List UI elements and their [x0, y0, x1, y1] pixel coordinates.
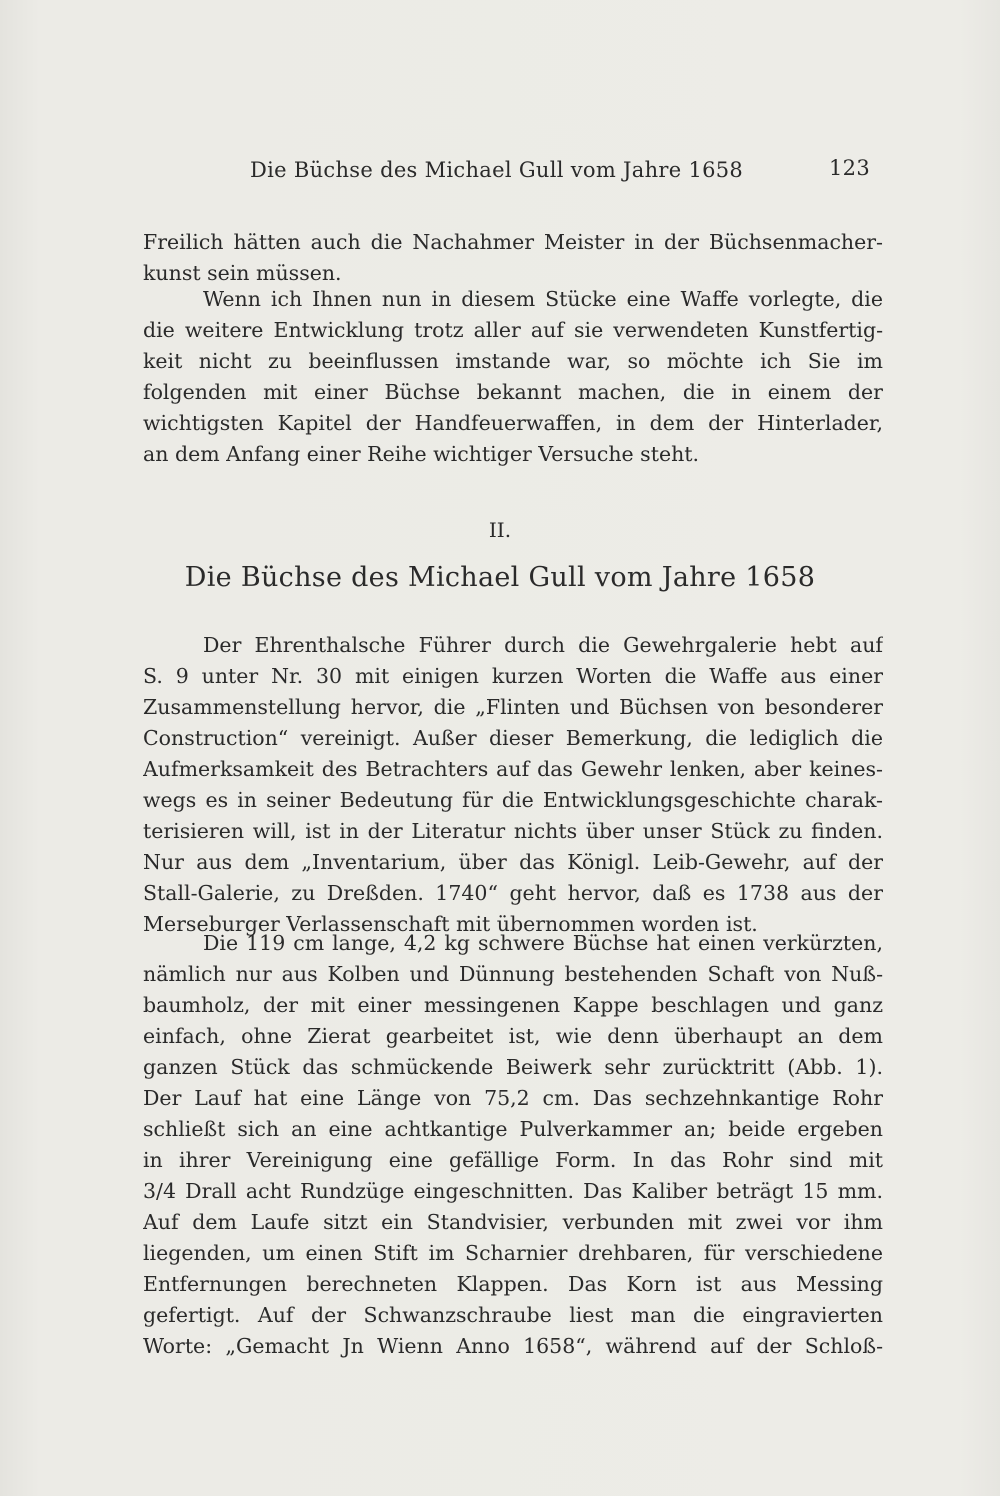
text-line: in ihrer Vereinigung eine gefällige Form. In das Rohr sind mit — [143, 1148, 883, 1172]
text-line: Nur aus dem „Inventarium, über das Königl. Leib-Gewehr, auf der — [143, 850, 883, 874]
text-line: kunst sein müssen. — [143, 261, 342, 285]
text-line: die weitere Entwicklung trotz aller auf sie verwendeten Kunstfertig- — [143, 318, 883, 342]
paragraph-2 — [143, 284, 883, 470]
text-line: Merseburger Verlassenschaft mit übernommen worden ist. — [143, 912, 758, 936]
text-line: wichtigsten Kapitel der Handfeuerwaffen, in dem der Hinterlader, — [143, 411, 883, 435]
text-line: 3/4 Drall acht Rundzüge eingeschnitten. Das Kaliber beträgt 15 mm. — [143, 1179, 883, 1203]
text-line: Stall-Galerie, zu Dreßden. 1740“ geht hervor, daß es 1738 aus der — [143, 881, 883, 905]
text-line: gefertigt. Auf der Schwanzschraube liest man die eingravierten — [143, 1303, 883, 1327]
section-title: Die Büchse des Michael Gull vom Jahre 1658 — [184, 562, 816, 593]
text-line: Aufmerksamkeit des Betrachters auf das Gewehr lenken, aber keines- — [143, 757, 883, 781]
text-line: Auf dem Laufe sitzt ein Standvisier, verbunden mit zwei vor ihm — [143, 1210, 883, 1234]
text-line: Wenn ich Ihnen nun in diesem Stücke eine Waffe vorlegte, die — [203, 287, 883, 311]
text-line: Der Ehrenthalsche Führer durch die Gewehrgalerie hebt auf — [203, 633, 883, 657]
text-line: ganzen Stück das schmückende Beiwerk sehr zurücktritt (Abb. 1). — [143, 1055, 883, 1079]
text-line: Worte: „Gemacht Jn Wienn Anno 1658“, während auf der Schloß- — [143, 1334, 883, 1358]
text-line: Zusammenstellung hervor, die „Flinten und Büchsen von besonderer — [143, 695, 883, 719]
text-line: nämlich nur aus Kolben und Dünnung bestehenden Schaft von Nuß- — [143, 962, 883, 986]
text-line: Construction“ vereinigt. Außer dieser Bemerkung, die lediglich die — [143, 726, 883, 750]
text-line: an dem Anfang einer Reihe wichtiger Versuche steht. — [143, 442, 700, 466]
text-line: keit nicht zu beeinflussen imstande war, so möchte ich Sie im — [143, 349, 883, 373]
section-number: II. — [488, 518, 512, 542]
text-line: einfach, ohne Zierat gearbeitet ist, wie denn überhaupt an dem — [143, 1024, 883, 1048]
text-line: baumholz, der mit einer messingenen Kappe beschlagen und ganz — [143, 993, 883, 1017]
paragraph-4 — [143, 928, 883, 1362]
running-head — [250, 158, 870, 188]
paragraph-3 — [143, 630, 883, 940]
text-line: Freilich hätten auch die Nachahmer Meister in der Büchsenmacher- — [143, 230, 883, 254]
text-line: folgenden mit einer Büchse bekannt machen, die in einem der — [143, 380, 883, 404]
text-line: wegs es in seiner Bedeutung für die Entwicklungsgeschichte charak- — [143, 788, 883, 812]
paragraph-1 — [143, 227, 883, 289]
text-line: liegenden, um einen Stift im Scharnier drehbaren, für verschiedene — [143, 1241, 883, 1265]
text-line: terisieren will, ist in der Literatur nichts über unser Stück zu finden. — [143, 819, 883, 843]
running-head-title: Die Büchse des Michael Gull vom Jahre 1658 — [250, 158, 744, 182]
text-line: Die 119 cm lange, 4,2 kg schwere Büchse hat einen verkürzten, — [203, 931, 883, 955]
text-line: Der Lauf hat eine Länge von 75,2 cm. Das sechzehnkantige Rohr — [143, 1086, 883, 1110]
text-line: Entfernungen berechneten Klappen. Das Korn ist aus Messing — [143, 1272, 883, 1296]
text-line: schließt sich an eine achtkantige Pulverkammer an; beide ergeben — [143, 1117, 883, 1141]
page-number: 123 — [829, 156, 870, 180]
text-line: S. 9 unter Nr. 30 mit einigen kurzen Worten die Waffe aus einer — [143, 664, 883, 688]
